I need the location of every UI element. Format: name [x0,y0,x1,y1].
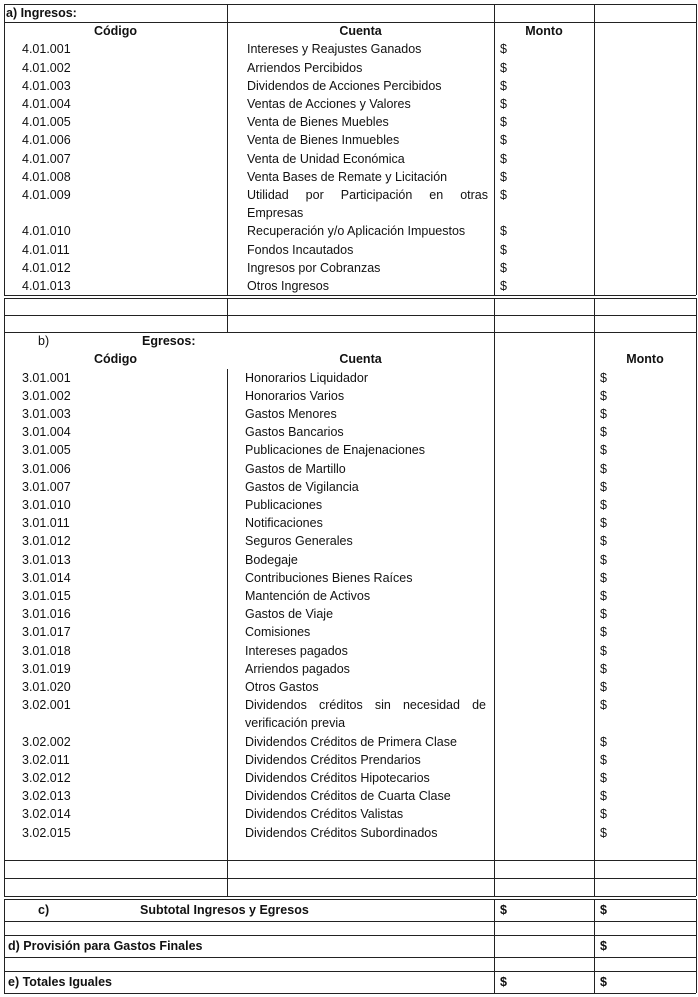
egresos-header-codigo: Código [93,352,138,367]
egresos-row-currency: $ [600,589,607,603]
totales-label: e) Totales Iguales [8,975,112,990]
grid-line [594,332,595,896]
grid-line [696,332,697,896]
egresos-row-code: 3.02.011 [22,752,70,767]
ingresos-row-currency: $ [500,242,507,257]
egresos-row-account: Gastos Menores [245,407,337,421]
egresos-row-account: Bodegaje [245,552,298,567]
ingresos-row-code: 4.01.010 [22,224,71,239]
egresos-row-code: 3.02.013 [22,789,71,804]
grid-line [696,971,697,993]
ingresos-row-currency: $ [500,60,507,75]
grid-line [696,4,697,295]
egresos-row-currency: $ [600,443,607,458]
egresos-row-code: 3.01.001 [22,370,71,385]
ingresos-row-currency: $ [500,169,507,184]
egresos-row-code: 3.02.001 [22,698,71,713]
grid-line [594,971,595,993]
ingresos-row-account: Venta de Bienes Muebles [247,115,389,130]
ingresos-row-account: Dividendos de Acciones Percibidos [247,78,442,93]
egresos-row-account: Contribuciones Bienes Raíces [245,570,413,585]
egresos-row-code: 3.01.017 [22,625,71,640]
egresos-row-account: Dividendos Créditos de Primera Clase [245,734,457,749]
ingresos-row-code: 4.01.011 [22,242,70,257]
grid-line [594,899,595,935]
ingresos-row-account: Recuperación y/o Aplicación Impuestos [247,224,466,239]
egresos-row-currency: $ [600,771,607,785]
egresos-row-code: 3.01.012 [22,534,71,549]
ingresos-row-currency: $ [500,97,507,111]
egresos-row-account: Gastos de Martillo [245,461,346,476]
egresos-row-currency: $ [600,407,607,421]
ingresos-row-code: 4.01.001 [22,42,71,57]
ingresos-section-title: a) Ingresos: [6,6,77,20]
egresos-row-account: Gastos de Viaje [245,607,334,622]
ingresos-row-code: 4.01.004 [22,97,71,111]
egresos-row-currency: $ [600,461,607,476]
egresos-row-account: Otros Gastos [245,680,319,694]
egresos-section-letter: b) [38,334,50,349]
egresos-row-code: 3.01.007 [22,479,71,494]
egresos-row-code: 3.01.014 [22,570,71,585]
ingresos-row-code: 4.01.008 [22,169,71,184]
egresos-row-currency: $ [600,552,607,567]
egresos-row-code: 3.01.006 [22,461,71,476]
provision-label: d) Provisión para Gastos Finales [8,939,203,954]
ingresos-row-currency: $ [500,151,507,166]
egresos-row-code: 3.02.012 [22,771,71,785]
ingresos-row-account: Ingresos por Cobranzas [247,260,381,275]
egresos-row-account: Dividendos Créditos Prendarios [245,752,421,767]
egresos-row-code: 3.01.015 [22,589,71,603]
grid-line [227,4,228,295]
egresos-row-currency: $ [600,752,607,767]
ingresos-row-currency: $ [500,78,507,93]
grid-line [494,332,495,896]
grid-line [4,899,696,900]
grid-line [4,332,5,896]
egresos-row-currency: $ [600,607,607,622]
egresos-row-currency: $ [600,789,607,804]
egresos-row-account: Arriendos pagados [245,661,350,676]
grid-line [4,896,696,897]
ingresos-row-code: 4.01.012 [22,260,71,275]
ingresos-row-currency: $ [500,224,507,239]
egresos-row-account: Comisiones [245,625,311,640]
ingresos-header-cuenta: Cuenta [339,24,382,39]
grid-line [4,860,696,861]
grid-line [696,935,697,971]
grid-line [4,298,696,299]
grid-line [494,298,495,332]
egresos-row-account: Mantención de Activos [245,589,371,603]
egresos-row-currency: $ [600,370,607,385]
egresos-row-currency: $ [600,479,607,494]
egresos-row-code: 3.02.002 [22,734,71,749]
ingresos-row-account: Intereses y Reajustes Ganados [247,42,422,57]
ingresos-header-codigo: Código [93,24,138,39]
ingresos-row-currency: $ [500,133,507,148]
grid-line [594,935,595,971]
egresos-row-currency: $ [600,734,607,749]
ingresos-row-account: Arriendos Percibidos [247,60,363,75]
egresos-row-code: 3.01.011 [22,516,70,531]
egresos-row-currency: $ [600,425,607,440]
egresos-row-code: 3.01.005 [22,443,71,458]
egresos-row-code: 3.02.014 [22,807,71,822]
egresos-row-account: Intereses pagados [245,643,348,658]
ingresos-row-account: Utilidad por Participación en otras Empresas [247,188,488,220]
provision-currency: $ [600,939,607,954]
ingresos-row-code: 4.01.006 [22,133,71,148]
ingresos-row-account: Fondos Incautados [247,242,354,257]
ingresos-row-account: Ventas de Acciones y Valores [247,97,411,111]
ingresos-row-account: Venta de Bienes Inmuebles [247,133,400,148]
grid-line [4,957,696,958]
egresos-row-code: 3.01.018 [22,643,71,658]
ingresos-row-currency: $ [500,188,507,202]
egresos-header-monto: Monto [626,352,664,367]
grid-line [696,899,697,935]
egresos-row-currency: $ [600,807,607,822]
egresos-row-account: Dividendos Créditos Valistas [245,807,404,822]
grid-line [227,369,228,897]
grid-line [4,921,696,922]
egresos-row-currency: $ [600,534,607,549]
grid-line [227,298,228,332]
grid-line [494,971,495,993]
egresos-row-account: Publicaciones de Enajenaciones [245,443,425,458]
grid-line [494,935,495,971]
egresos-row-account: Publicaciones [245,498,323,512]
egresos-row-code: 3.01.003 [22,407,71,421]
grid-line [4,295,696,296]
egresos-row-currency: $ [600,825,607,840]
egresos-row-account: Gastos Bancarios [245,425,344,440]
egresos-row-currency: $ [600,516,607,531]
egresos-row-account: Notificaciones [245,516,323,531]
egresos-row-currency: $ [600,625,607,640]
egresos-row-currency: $ [600,570,607,585]
egresos-header-cuenta: Cuenta [339,352,382,367]
ingresos-row-code: 4.01.002 [22,60,71,75]
ingresos-row-code: 4.01.009 [22,188,71,202]
egresos-row-code: 3.01.004 [22,425,71,440]
grid-line [4,332,696,333]
grid-line [4,878,696,879]
grid-line [594,4,595,295]
totales-ingresos-currency: $ [500,975,507,990]
egresos-row-account: Dividendos créditos sin necesidad de verificación previa [245,698,486,731]
ingresos-row-account: Otros Ingresos [247,279,329,293]
egresos-row-code: 3.01.002 [22,388,71,403]
ingresos-row-currency: $ [500,279,507,293]
ingresos-row-currency: $ [500,115,507,130]
egresos-row-account: Dividendos Créditos Hipotecarios [245,771,430,785]
subtotal-letter: c) [38,903,50,918]
egresos-row-currency: $ [600,643,607,658]
egresos-row-code: 3.01.010 [22,498,71,512]
grid-line [494,4,495,295]
egresos-row-code: 3.01.016 [22,607,71,622]
ingresos-row-account: Venta Bases de Remate y Licitación [247,169,448,184]
ingresos-header-monto: Monto [525,24,563,39]
egresos-row-code: 3.01.019 [22,661,71,676]
subtotal-egresos-currency: $ [600,903,607,918]
grid-line [494,899,495,935]
egresos-row-currency: $ [600,661,607,676]
egresos-row-account: Dividendos Créditos Subordinados [245,825,438,840]
ingresos-row-code: 4.01.007 [22,151,71,166]
egresos-row-code: 3.01.020 [22,680,71,694]
ingresos-row-code: 4.01.003 [22,78,71,93]
egresos-section-title: Egresos: [142,334,196,349]
egresos-row-account: Honorarios Varios [245,388,345,403]
totales-egresos-currency: $ [600,975,607,990]
egresos-row-currency: $ [600,388,607,403]
egresos-row-currency: $ [600,680,607,694]
egresos-row-code: 3.01.013 [22,552,71,567]
egresos-row-account: Dividendos Créditos de Cuarta Clase [245,789,451,804]
ingresos-row-code: 4.01.013 [22,279,71,293]
ingresos-row-account: Venta de Unidad Económica [247,151,405,166]
ingresos-row-currency: $ [500,260,507,275]
egresos-row-account: Gastos de Vigilancia [245,479,359,494]
grid-line [4,4,5,295]
subtotal-label: Subtotal Ingresos y Egresos [140,903,309,918]
egresos-row-account: Honorarios Liquidador [245,370,368,385]
ingresos-row-code: 4.01.005 [22,115,71,130]
grid-line [4,935,5,971]
grid-line [594,298,595,332]
egresos-row-code: 3.02.015 [22,825,71,840]
subtotal-ingresos-currency: $ [500,903,507,918]
grid-line [4,899,5,935]
ingresos-row-currency: $ [500,42,507,57]
grid-line [4,993,696,994]
egresos-row-currency: $ [600,698,607,713]
grid-line [4,971,5,993]
egresos-row-account: Seguros Generales [245,534,353,549]
egresos-row-currency: $ [600,498,607,512]
grid-line [4,298,5,332]
grid-line [696,298,697,332]
grid-line [4,315,696,316]
